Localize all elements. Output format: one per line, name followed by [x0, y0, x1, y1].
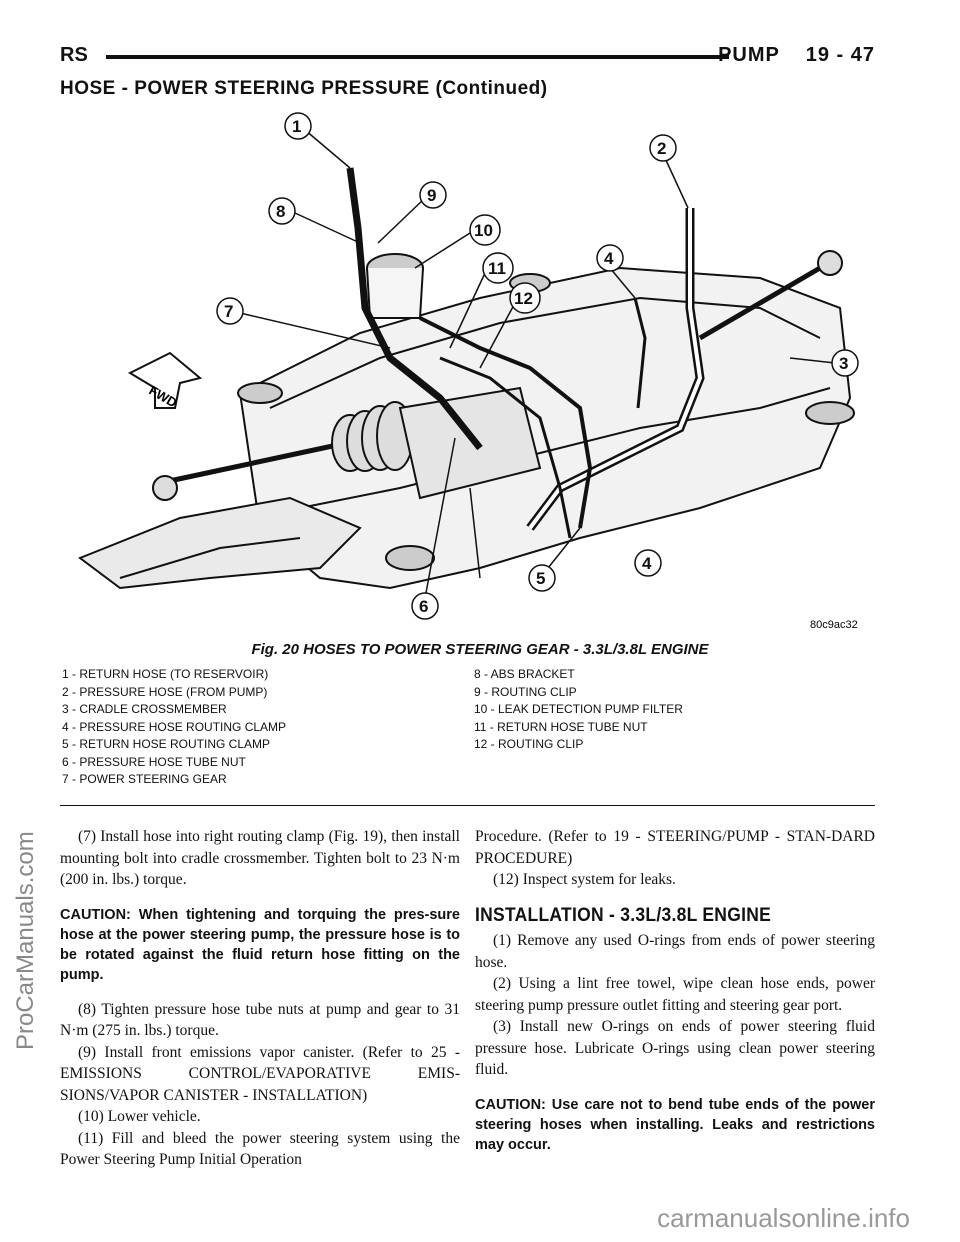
step-9: (9) Install front emissions vapor canister. (Refer to 25 - EMISSIONS CONTROL/EVAPORATIVE EMIS-SIONS/VAPOR CANISTER - INSTALLATION) — [60, 1043, 460, 1104]
header-section-code: RS — [60, 44, 88, 66]
legend-item: 11 - RETURN HOSE TUBE NUT — [474, 719, 648, 734]
figure-bottom-rule — [60, 805, 875, 806]
page-header — [60, 40, 875, 70]
header-page-ref: PUMP 19 - 47 — [718, 44, 875, 66]
step-11-continued: Procedure. (Refer to 19 - STEERING/PUMP - STAN-DARD PROCEDURE) — [475, 828, 875, 867]
step-11: (11) Fill and bleed the power steering system using the Power Steering Pump Initial Operation — [60, 1129, 460, 1168]
watermark-text: ProCarManuals.com — [12, 831, 39, 1050]
legend-item: 9 - ROUTING CLIP — [474, 684, 577, 699]
legend-item: 2 - PRESSURE HOSE (FROM PUMP) — [62, 684, 268, 699]
callout-3 — [832, 350, 858, 376]
step-8: (8) Tighten pressure hose tube nuts at pump and gear to 31 N·m (275 in. lbs.) torque. — [60, 1000, 460, 1039]
text-column-left — [60, 826, 460, 1171]
fwd-label: FWD — [146, 382, 180, 411]
power-steering-diagram — [60, 108, 875, 638]
svg-text:12: 12 — [514, 289, 533, 308]
callout-4b — [635, 550, 661, 576]
text-column-right — [475, 826, 875, 1169]
svg-text:4: 4 — [604, 249, 614, 268]
footer-watermark: carmanualsonline.info — [657, 1203, 910, 1233]
header-rule — [106, 55, 729, 59]
install-step-1: (1) Remove any used O-rings from ends of power steering hose. — [475, 932, 875, 971]
legend-left — [62, 666, 286, 789]
figure-illustration — [60, 108, 875, 638]
callout-1 — [285, 113, 311, 139]
install-step-2: (2) Using a lint free towel, wipe clean hose ends, power steering pump pressure outlet fitting and steering gear port. — [475, 975, 875, 1014]
svg-text:10: 10 — [474, 221, 493, 240]
callout-5 — [529, 565, 555, 591]
legend-item: 8 - ABS BRACKET — [474, 667, 575, 681]
callout-9 — [420, 182, 446, 208]
install-step-3: (3) Install new O-rings on ends of power steering fluid pressure hose. Lubricate O-rings using clean power steering fluid. — [475, 1018, 875, 1078]
section-title: HOSE - POWER STEERING PRESSURE (Continued) — [60, 78, 548, 99]
callout-2 — [650, 135, 676, 161]
svg-text:5: 5 — [536, 569, 546, 588]
legend-item: 3 - CRADLE CROSSMEMBER — [62, 702, 227, 716]
svg-text:8: 8 — [276, 202, 286, 221]
step-12: (12) Inspect system for leaks. — [493, 871, 676, 888]
svg-text:1: 1 — [292, 117, 302, 136]
svg-text:11: 11 — [488, 259, 506, 278]
legend-item: 7 - POWER STEERING GEAR — [62, 772, 227, 786]
step-7: (7) Install hose into right routing clamp (Fig. 19), then install mounting bolt into cradle crossmember. Tighten bolt to 23 N·m (200 in. lbs.) torque. — [60, 828, 460, 888]
callout-11 — [483, 253, 513, 283]
callout-12 — [510, 283, 540, 313]
caution-note: CAUTION: When tightening and torquing the pres-sure hose at the power steering pump, the pressure hose is to be rotated against the fluid return hose fitting on the pump. — [60, 906, 460, 983]
svg-text:9: 9 — [427, 186, 437, 205]
installation-heading: INSTALLATION - 3.3L/3.8L ENGINE — [475, 904, 772, 926]
svg-text:7: 7 — [224, 302, 234, 321]
legend-item: 4 - PRESSURE HOSE ROUTING CLAMP — [62, 719, 287, 734]
svg-text:2: 2 — [657, 139, 667, 158]
step-10: (10) Lower vehicle. — [78, 1108, 201, 1125]
callout-7 — [217, 298, 243, 324]
callout-6 — [412, 593, 438, 619]
legend-right — [474, 666, 683, 754]
legend-item: 6 - PRESSURE HOSE TUBE NUT — [62, 754, 246, 769]
callout-8 — [269, 198, 295, 224]
legend-item: 12 - ROUTING CLIP — [474, 737, 584, 751]
svg-text:4: 4 — [642, 554, 652, 573]
legend-item: 5 - RETURN HOSE ROUTING CLAMP — [62, 737, 271, 751]
caution-note-2: CAUTION: Use care not to bend tube ends of the power steering hoses when installing. Leaks and restrictions may occur. — [475, 1096, 875, 1153]
legend-item: 1 - RETURN HOSE (TO RESERVOIR) — [62, 667, 269, 681]
callout-4 — [597, 245, 623, 271]
legend-item: 10 - LEAK DETECTION PUMP FILTER — [474, 702, 683, 716]
figure-caption: Fig. 20 HOSES TO POWER STEERING GEAR - 3.3L/3.8L ENGINE — [251, 641, 709, 658]
figure-code: 80c9ac32 — [810, 619, 858, 631]
callout-10 — [470, 215, 500, 245]
svg-text:3: 3 — [839, 354, 849, 373]
svg-text:6: 6 — [419, 597, 429, 616]
